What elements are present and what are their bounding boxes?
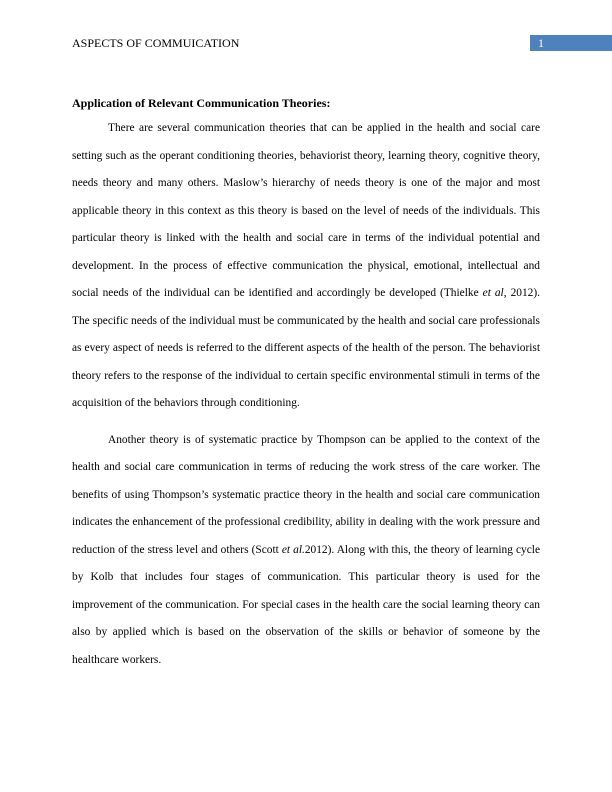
paragraph-2 — [72, 427, 540, 675]
paragraph-1-citation-italic: et al — [482, 287, 504, 299]
paragraph-1-text-b: , 2012). The specific needs of the individual must be communicated by the health and social care professionals as every aspect of needs is referred to the different aspects of the health of the person. The behaviorist theory refers to the response of the individual to certain specific environmental stimuli in terms of the acquisition of the behaviors through conditioning. — [72, 287, 540, 409]
page-number-box — [530, 35, 612, 51]
paragraph-2-text-b: 2012). Along with this, the theory of learning cycle by Kolb that includes four stages of communication. This particular theory is used for the improvement of the communication. For special cases in the health care the social learning theory can also by applied which is based on the observation of the skills or behavior of someone by the healthcare workers. — [72, 543, 540, 666]
page-number: 1 — [538, 36, 544, 50]
section-heading: Application of Relevant Communication Theories: — [72, 96, 331, 110]
running-head: ASPECTS OF COMMUICATION — [72, 36, 240, 50]
body-text — [72, 94, 540, 674]
paragraph-1 — [72, 115, 540, 418]
paragraph-1-text-a: There are several communication theories that can be applied in the health and social care setting such as the operant conditioning theories, behaviorist theory, learning theory, cognitive theory, needs theory and many others. Maslow’s hierarchy of needs theory is one of the major and most applicable theory in this context as this theory is based on the level of needs of the individuals. This particular theory is linked with the health and social care in terms of the individual potential and development. In the process of effective communication the physical, emotional, intellectual and social needs of the individual can be identified and accordingly be developed (Thielke — [72, 122, 540, 299]
paragraph-2-text-a: Another theory is of systematic practice by Thompson can be applied to the context of the health and social care communication in terms of reducing the work stress of the care worker. The benefits of using Thompson’s systematic practice theory in the health and social care communication indicates the enhancement of the professional credibility, ability in dealing with the work pressure and reduction of the stress level and others (Scott — [72, 433, 540, 556]
paragraph-2-citation-italic: et al. — [281, 543, 305, 556]
